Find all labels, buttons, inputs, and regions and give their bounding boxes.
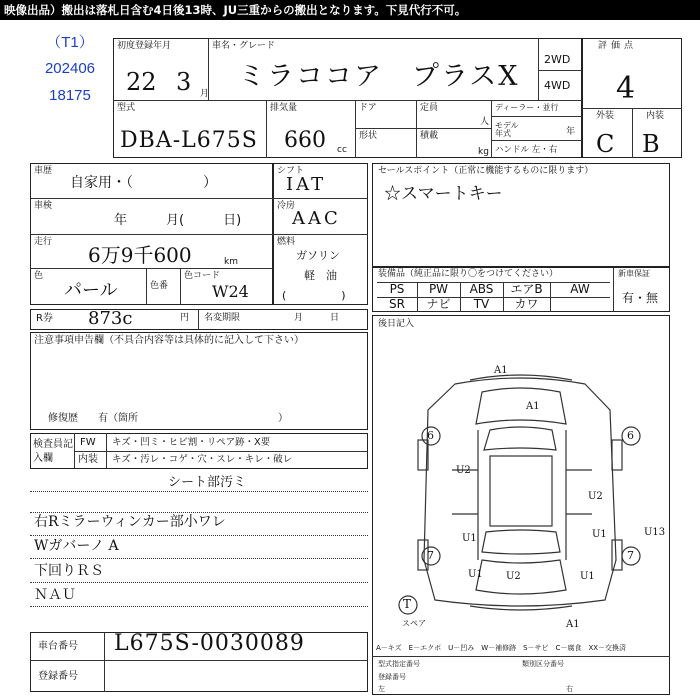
- capacity-label: 定員: [420, 103, 439, 113]
- person-unit: 人: [480, 117, 490, 127]
- lot-stamp-code: （T1）: [46, 34, 94, 51]
- damage-mark-left-mid: U1: [462, 533, 477, 544]
- fuel-gasoline: ガソリン: [296, 249, 340, 262]
- first-registration-label: 初度登録年月: [117, 41, 172, 51]
- auction-banner: 映像出品）搬出は落札日含む4日後13時、JU三重からの搬出となります。下見代行不可。: [0, 0, 700, 20]
- door-label: ドア: [359, 103, 377, 113]
- damage-mark-rear-window: U2: [506, 571, 521, 582]
- ac-value: AAC: [292, 208, 341, 229]
- equipment-label: 装備品（純正品に限り〇をつけてください）: [378, 269, 559, 279]
- equipment-abs: ABS: [469, 282, 494, 296]
- inspection-label: 車検: [34, 201, 53, 211]
- displacement-value: 660: [284, 128, 326, 153]
- lot-stamp-date: 202406: [44, 60, 96, 77]
- first-registration-year: 22: [126, 68, 157, 96]
- ac-label: 冷房: [277, 201, 296, 211]
- tyre-mark-fl: 6: [427, 429, 434, 442]
- form-category-label: 類別区分番号: [522, 660, 564, 668]
- first-registration-month: 3: [176, 68, 192, 96]
- damage-mark-left-front: U2: [456, 465, 471, 476]
- form-left-label: 左: [378, 685, 385, 693]
- lot-stamp-number: 18175: [49, 87, 91, 104]
- name-change-value: 月 日: [294, 313, 340, 323]
- fuel-other: ( ): [282, 289, 346, 302]
- equipment-ps: PS: [389, 282, 405, 296]
- chassis-value: L675S-0030089: [114, 631, 305, 656]
- note-line-1: 右Rミラーウィンカー部小ワレ: [34, 514, 226, 530]
- color-label: 色: [34, 271, 44, 281]
- damage-mark-right-front: U2: [588, 491, 603, 502]
- equipment-aw: AW: [570, 282, 590, 296]
- model-value: DBA-L675S: [120, 128, 258, 153]
- recycle-value: 873c: [88, 308, 133, 329]
- car-name-value: ミラココア プラスX: [238, 61, 520, 92]
- drive-2wd: 2WD: [544, 53, 571, 66]
- model-year-label: モデル年式: [495, 121, 519, 138]
- registration-label: 登録番号: [38, 671, 78, 682]
- displacement-label: 排気量: [270, 103, 298, 113]
- interior-label: 内装: [646, 111, 665, 121]
- fuel-diesel: 軽 油: [304, 269, 337, 282]
- damage-mark-hood: A1: [526, 401, 540, 412]
- form-right-label: 右: [566, 685, 573, 693]
- equipment-leather: カワ: [514, 297, 539, 311]
- cc-unit: cc: [337, 145, 347, 155]
- mileage-label: 走行: [34, 237, 53, 247]
- damage-legend: A－キズ E－エクボ U－凹み W－補修跡 S－サビ C－腐食 XX－交換済: [376, 644, 627, 652]
- shift-label: シフト: [277, 166, 305, 176]
- shape-label: 形状: [359, 131, 378, 141]
- tyre-mark-rl: 7: [427, 549, 434, 562]
- damage-mark-right-mid: U1: [592, 529, 607, 540]
- month-unit: 月: [200, 89, 210, 99]
- km-unit: km: [224, 257, 238, 267]
- note-line-4: ＮＡＵ: [34, 587, 76, 603]
- score-value: 4: [616, 71, 636, 106]
- note-line-0: シート部汚ミ: [168, 475, 247, 490]
- notes-label: 注意事項申告欄（不具合内容等は具体的に記入して下さい）: [34, 335, 304, 346]
- inspector-label: 検査員記入欄: [33, 439, 73, 464]
- equipment-pw: PW: [428, 282, 449, 296]
- repair-history: 修復歴 有（箇所 ）: [48, 413, 288, 424]
- equipment-navi: ナビ: [426, 297, 451, 311]
- sales-point-value: ☆スマートキー: [384, 184, 503, 204]
- history-value: 自家用・（ ）: [70, 175, 217, 191]
- fw-items: キズ・凹ミ・ヒビ割・リペア跡・X要: [112, 437, 271, 448]
- inspection-value: 年 月( 日): [114, 213, 242, 228]
- fw-label: FW: [80, 437, 96, 448]
- score-label: 評価点: [598, 41, 638, 51]
- drive-4wd: 4WD: [544, 79, 571, 92]
- yen-unit: 円: [180, 313, 190, 323]
- car-name-label: 車名・グレード: [212, 41, 276, 51]
- color-code-label: 色コード: [184, 271, 221, 281]
- equipment-sr: SR: [389, 297, 405, 311]
- color-value: パール: [64, 280, 118, 301]
- tyre-mark-fr: 6: [627, 429, 634, 442]
- dealer-label: ディーラー・並行: [495, 103, 559, 112]
- year-unit: 年: [566, 127, 576, 137]
- rear-notes-label: 後日記入: [378, 319, 415, 329]
- spare-label: スペア: [402, 619, 426, 628]
- tyre-mark-rr: 7: [627, 549, 634, 562]
- exterior-grade: C: [596, 130, 615, 158]
- equipment-tv: TV: [473, 297, 490, 311]
- history-label: 車歴: [34, 166, 53, 176]
- fuel-label: 燃料: [277, 237, 296, 247]
- color-number-label: 色番: [150, 281, 169, 291]
- damage-mark-right-quarter: U13: [644, 527, 666, 538]
- form-shape-label: 型式指定番号: [378, 660, 420, 668]
- name-change-label: 名変期限: [204, 313, 241, 323]
- spare-mark: T: [403, 597, 412, 611]
- damage-mark-rear-bumper: A1: [566, 619, 580, 630]
- recycle-label: R券: [36, 313, 53, 324]
- chassis-label: 車台番号: [38, 641, 78, 652]
- interior-check-label: 内装: [78, 454, 98, 465]
- equipment-airbag: エアB: [510, 282, 543, 296]
- mileage-value: 6万9千600: [88, 243, 192, 267]
- interior-grade: B: [642, 130, 660, 158]
- sales-point-label: セールスポイント（正常に機能するものに限ります）: [378, 166, 594, 176]
- note-line-3: 下回りＲＳ: [34, 563, 104, 579]
- kg-unit: kg: [478, 147, 489, 157]
- exterior-label: 外装: [596, 111, 615, 121]
- color-code-value: W24: [212, 282, 249, 301]
- new-car-warranty-value: 有・無: [622, 291, 659, 305]
- load-label: 積載: [420, 131, 439, 141]
- damage-mark-right-rear: U1: [580, 571, 595, 582]
- interior-check-items: キズ・汚レ・コゲ・穴・スレ・キレ・破レ: [112, 454, 293, 465]
- new-car-warranty-label: 新車保証: [618, 269, 650, 278]
- model-label: 型式: [117, 103, 136, 113]
- note-line-2: Wガバーノ A: [34, 538, 119, 554]
- shift-value: IAT: [286, 174, 327, 195]
- damage-mark-front-bumper: A1: [494, 365, 508, 376]
- form-registration-label: 登録番号: [378, 673, 406, 681]
- damage-mark-left-rear: U1: [468, 569, 483, 580]
- handle-label: ハンドル 左・右: [495, 145, 558, 155]
